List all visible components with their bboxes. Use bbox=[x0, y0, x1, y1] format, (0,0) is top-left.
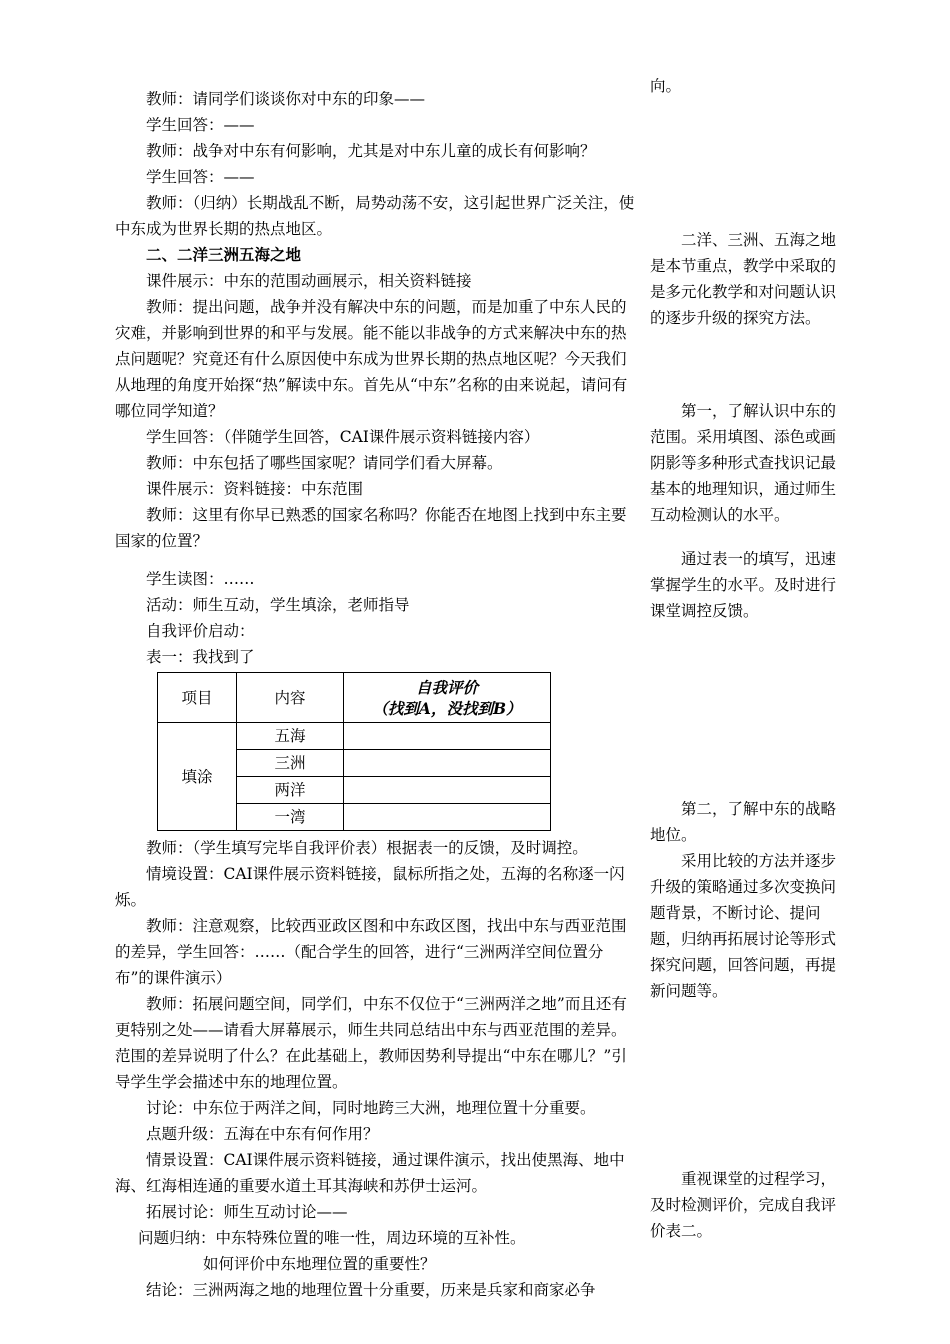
side-note-text: 采用比较的方法并逐步升级的策略通过多次变换问题背景，不断讨论、提问题，归纳再拓展讨论等形式探究问题，回答问题，再提新问题等。 bbox=[650, 852, 837, 1000]
paragraph: 拓展讨论：师生互动讨论—— bbox=[146, 1203, 348, 1221]
paragraph: 学生回答：—— bbox=[146, 168, 255, 186]
paragraph: 教师：（归纳）长期战乱不断，局势动荡不安，这引起世界广泛关注，使中东成为世界长期的热点地区。 bbox=[115, 194, 635, 238]
side-note-5 bbox=[650, 796, 846, 848]
table-row-label: 两洋 bbox=[237, 777, 344, 804]
paragraph: 表一：我找到了 bbox=[146, 648, 255, 666]
paragraph: 教师：（学生填写完毕自我评价表）根据表一的反馈，及时调控。 bbox=[146, 839, 588, 857]
table-row-label: 一湾 bbox=[237, 804, 344, 831]
paragraph: 教师：提出问题，战争并没有解决中东的问题，而是加重了中东人民的灾难，并影响到世界的和平与发展。能不能以非战争的方式来解决中东的热点问题呢？究竟还有什么原因使中东成为世界长期的热点地区呢？今天我们从地理的角度开始探“热”解读中东。首先从“中东”名称的由来说起，请问有哪位同学知道？ bbox=[115, 298, 628, 420]
side-note-3 bbox=[650, 398, 846, 528]
section-heading: 二、二洋三洲五海之地 bbox=[146, 245, 302, 264]
table-group-label: 填涂 bbox=[158, 723, 237, 831]
side-note-text: 第二，了解中东的战略地位。 bbox=[650, 800, 837, 844]
paragraph-question: 如何评价中东地理位置的重要性？ bbox=[203, 1255, 436, 1273]
paragraph: 讨论：中东位于两洋之间，同时地跨三大洲，地理位置十分重要。 bbox=[146, 1099, 596, 1117]
side-note-2 bbox=[650, 227, 846, 331]
side-note-text: 二洋、三洲、五海之地是本节重点，教学中采取的是多元化教学和对问题认识的逐步升级的探究方法。 bbox=[650, 231, 837, 327]
table-header-content: 内容 bbox=[237, 673, 344, 723]
side-note-text: 重视课堂的过程学习，及时检测评价，完成自我评价表二。 bbox=[650, 1170, 837, 1240]
paragraph: 自我评价启动： bbox=[146, 622, 255, 640]
paragraph: 学生读图：…… bbox=[146, 570, 255, 588]
main-column bbox=[115, 86, 635, 1303]
table-row-label: 三洲 bbox=[237, 750, 344, 777]
paragraph: 课件展示：资料链接：中东范围 bbox=[146, 480, 364, 498]
paragraph-problem: 问题归纳：中东特殊位置的唯一性，周边环境的互补性。 bbox=[138, 1229, 526, 1247]
paragraph: 教师：战争对中东有何影响，尤其是对中东儿童的成长有何影响？ bbox=[146, 142, 596, 160]
side-note-7 bbox=[650, 1166, 846, 1244]
paragraph: 教师：请同学们谈谈你对中东的印象—— bbox=[146, 90, 426, 108]
paragraph: 活动：师生互动，学生填涂，老师指导 bbox=[146, 596, 410, 614]
paragraph: 学生回答：—— bbox=[146, 116, 255, 134]
paragraph: 教师：中东包括了哪些国家呢？请同学们看大屏幕。 bbox=[146, 454, 503, 472]
side-note-text: 通过表一的填写，迅速掌握学生的水平。及时进行课堂调控反馈。 bbox=[650, 550, 837, 620]
side-note-4 bbox=[650, 546, 846, 624]
table-row-label: 五海 bbox=[237, 723, 344, 750]
table-header-evaluation-note: （找到A，没找到B） bbox=[372, 698, 522, 718]
paragraph: 教师：注意观察，比较西亚政区图和中东政区图，找出中东与西亚范围的差异，学生回答：……（配合学生的回答，进行“三洲两洋空间位置分布”的课件演示） bbox=[115, 917, 627, 987]
paragraph: 情景设置：CAI课件展示资料链接，通过课件演示，找出使黑海、地中海、红海相连通的重要水道土耳其海峡和苏伊士运河。 bbox=[115, 1151, 625, 1195]
table-cell-empty[interactable] bbox=[344, 777, 551, 804]
side-note-text: 第一，了解认识中东的范围。采用填图、添色或画阴影等多种形式查找识记最基本的地理知识，通过师生互动检测认的水平。 bbox=[650, 402, 837, 524]
paragraph: 教师：这里有你早已熟悉的国家名称吗？你能否在地图上找到中东主要国家的位置？ bbox=[115, 506, 627, 550]
side-note-1 bbox=[650, 73, 846, 99]
table-cell-empty[interactable] bbox=[344, 804, 551, 831]
table-header-evaluation bbox=[344, 673, 551, 723]
paragraph: 课件展示：中东的范围动画展示，相关资料链接 bbox=[146, 272, 472, 290]
side-note-6 bbox=[650, 848, 846, 1004]
paragraph: 学生回答：（伴随学生回答，CAI课件展示资料链接内容） bbox=[146, 428, 540, 446]
self-evaluation-table bbox=[157, 672, 551, 831]
table-header-item: 项目 bbox=[158, 673, 237, 723]
paragraph: 点题升级：五海在中东有何作用？ bbox=[146, 1125, 379, 1143]
table-cell-empty[interactable] bbox=[344, 750, 551, 777]
paragraph-conclusion: 结论：三洲两海之地的地理位置十分重要，历来是兵家和商家必争 bbox=[146, 1281, 596, 1299]
spacer bbox=[115, 554, 635, 566]
paragraph: 教师：拓展问题空间，同学们，中东不仅位于“三洲两洋之地”而且还有更特别之处——请看大屏幕展示，师生共同总结出中东与西亚范围的差异。范围的差异说明了什么？在此基础上，教师因势利导提出“中东在哪儿？”引导学生学会描述中东的地理位置。 bbox=[115, 995, 627, 1091]
paragraph: 情境设置：CAI课件展示资料链接，鼠标所指之处，五海的名称逐一闪烁。 bbox=[115, 865, 625, 909]
table-header-evaluation-title: 自我评价 bbox=[415, 677, 478, 697]
table-cell-empty[interactable] bbox=[344, 723, 551, 750]
side-note-text: 向。 bbox=[650, 77, 682, 95]
